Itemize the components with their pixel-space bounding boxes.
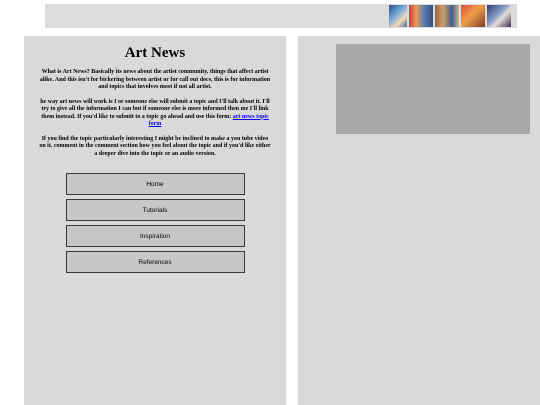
- sidebar-media-placeholder: [336, 44, 530, 134]
- how-it-works-paragraph: [24, 99, 286, 129]
- video-line-3: a deeper dive into the topic or an audio version.: [94, 150, 216, 157]
- how-line-1: he way art news will work is I or someone else will submit a topic and I'll talk about it. I'll: [40, 98, 270, 105]
- artwork-thumbnail-1[interactable]: [389, 5, 407, 27]
- main-content-panel: [24, 36, 286, 405]
- topic-form-link[interactable]: art news topic: [232, 113, 269, 120]
- intro-line-2: alike. And this isn't for bickering between artist or for call out docs, this is for information: [39, 76, 271, 83]
- artwork-thumbnail-4[interactable]: [461, 5, 485, 27]
- how-line-3-text: them instead. If you'd like to submit to a topic go ahead and use this form:: [41, 113, 232, 120]
- tutorials-button[interactable]: Tutorials: [66, 199, 245, 221]
- page-title: Art News: [124, 45, 186, 61]
- thumbnail-strip: [389, 4, 511, 28]
- intro-line-3: and topics that involves most if not all artist.: [98, 84, 212, 90]
- how-line-3: [24, 114, 286, 122]
- top-banner: [45, 4, 517, 28]
- inspiration-button[interactable]: Inspiration: [66, 225, 245, 247]
- video-paragraph: [24, 136, 286, 159]
- topic-form-link-cont[interactable]: form: [148, 121, 162, 127]
- artwork-thumbnail-3[interactable]: [435, 5, 459, 27]
- home-button[interactable]: Home: [66, 173, 245, 195]
- references-button[interactable]: References: [66, 251, 245, 273]
- intro-line-1: What is Art News? Basically its news about the artist community, things that affect artist: [41, 69, 269, 75]
- intro-paragraph: [24, 69, 286, 92]
- how-line-2: try to give all the information I can but if someone else is more informed then me I'll link: [41, 106, 269, 112]
- sidebar-panel: [298, 36, 540, 405]
- video-line-1: If you find the topic particularly interesting I might be inclined to make a you tube video: [41, 135, 269, 142]
- artwork-thumbnail-2[interactable]: [409, 5, 433, 27]
- artwork-thumbnail-5[interactable]: [487, 5, 511, 27]
- nav-menu: [24, 173, 286, 273]
- how-line-4: [24, 121, 286, 129]
- video-line-2: on it, comment in the comment section how you feel about the topic and if you'd like either: [39, 143, 271, 149]
